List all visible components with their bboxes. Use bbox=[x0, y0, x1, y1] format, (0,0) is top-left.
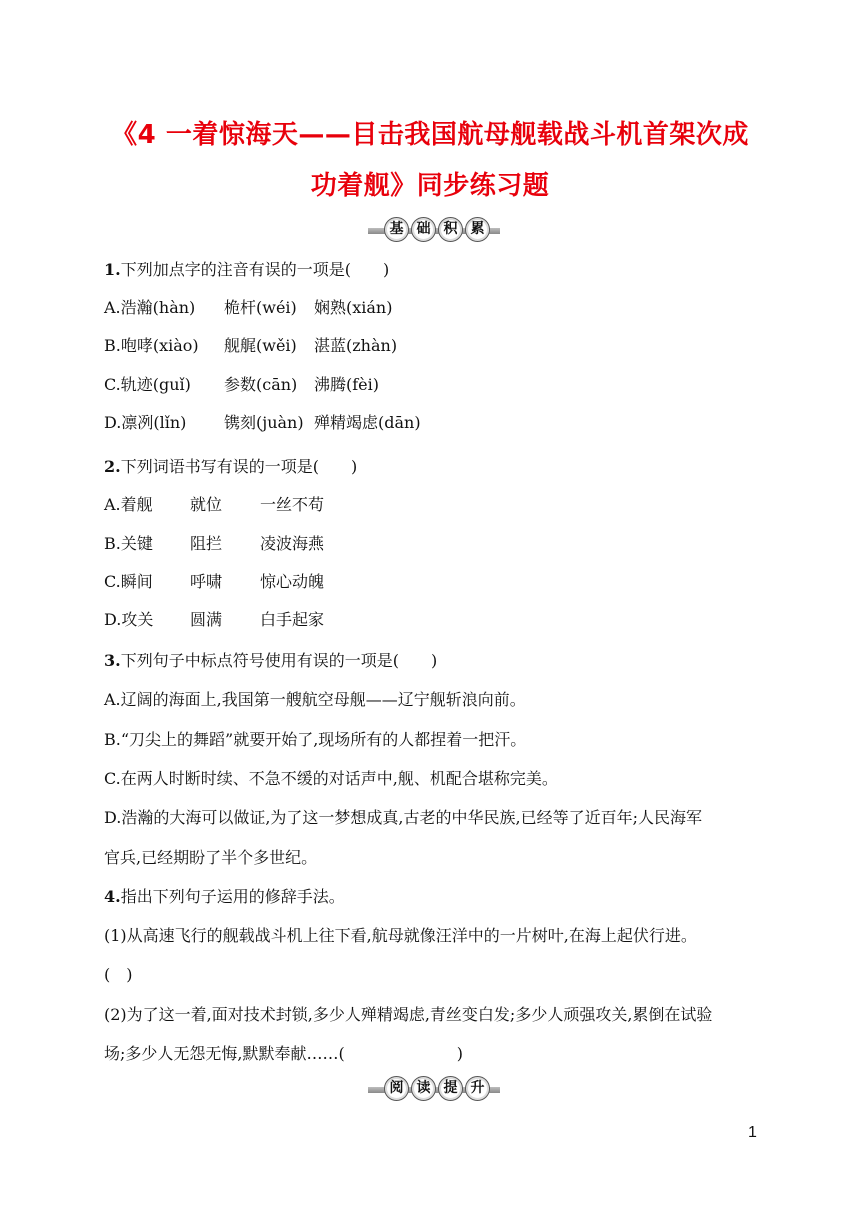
section-banner-reading bbox=[368, 1076, 500, 1100]
question-4 bbox=[104, 884, 345, 907]
option-item: 参数(cān) bbox=[224, 375, 298, 394]
option-item: D.凛冽(lǐn) bbox=[104, 413, 187, 432]
option-item: 白手起家 bbox=[260, 610, 325, 629]
banner-char: 升 bbox=[465, 1076, 490, 1101]
q2-option-d bbox=[104, 607, 324, 630]
page-number: 1 bbox=[748, 1124, 757, 1141]
question-number: 3. bbox=[104, 651, 121, 670]
question-text: 下列词语书写有误的一项是( ) bbox=[120, 457, 358, 476]
option-item: D.攻关 bbox=[104, 610, 154, 629]
q2-option-c bbox=[104, 569, 324, 592]
option-item: B.咆哮(xiào) bbox=[104, 336, 199, 355]
option-item: C.瞬间 bbox=[104, 572, 153, 591]
option-item: A.浩瀚(hàn) bbox=[104, 298, 196, 317]
option-item: 就位 bbox=[190, 495, 223, 514]
banner-char: 提 bbox=[438, 1076, 463, 1101]
banner-char: 积 bbox=[438, 217, 463, 242]
question-text: 下列句子中标点符号使用有误的一项是( ) bbox=[120, 651, 438, 670]
option-item: 惊心动魄 bbox=[260, 572, 325, 591]
q1-option-c bbox=[104, 372, 379, 395]
option-item: B.关键 bbox=[104, 534, 153, 553]
option-item: 镌刻(juàn) bbox=[224, 413, 304, 432]
option-item: 湛蓝(zhàn) bbox=[314, 336, 398, 355]
title-line-2: 功着舰》同步练习题 bbox=[310, 171, 550, 201]
option-item: 舰艉(wěi) bbox=[224, 336, 297, 355]
q4-item-2: (2)为了这一着,面对技术封锁,多少人殚精竭虑,青丝变白发;多少人顽强攻关,累倒在试验 bbox=[104, 1005, 713, 1024]
option-item: 凌波海燕 bbox=[260, 534, 325, 553]
q1-option-a bbox=[104, 295, 392, 318]
banner-char: 读 bbox=[411, 1076, 436, 1101]
option-item: C.轨迹(guǐ) bbox=[104, 375, 191, 394]
title-line-1: 《4 一着惊海天——目击我国航母舰载战斗机首架次成 bbox=[111, 120, 749, 150]
question-number: 2. bbox=[104, 457, 121, 476]
question-1 bbox=[104, 257, 389, 280]
question-number: 4. bbox=[104, 887, 121, 906]
option-item: 娴熟(xián) bbox=[314, 298, 393, 317]
option-item: 一丝不苟 bbox=[260, 495, 325, 514]
q3-option-c: C.在两人时断时续、不急不缓的对话声中,舰、机配合堪称完美。 bbox=[104, 769, 558, 788]
q1-option-b bbox=[104, 333, 397, 356]
banner-char: 累 bbox=[465, 217, 490, 242]
banner-char: 基 bbox=[384, 217, 409, 242]
q4-item-1: (1)从高速飞行的舰载战斗机上往下看,航母就像汪洋中的一片树叶,在海上起伏行进。 bbox=[104, 926, 697, 945]
q4-item-1-blank: ( ) bbox=[104, 965, 133, 984]
q4-item-2-continued: 场;多少人无怨无悔,默默奉献……( ) bbox=[104, 1044, 463, 1063]
section-banner-basics bbox=[368, 217, 500, 241]
option-item: 阻拦 bbox=[190, 534, 223, 553]
q2-option-a bbox=[104, 492, 324, 515]
option-item: A.着舰 bbox=[104, 495, 153, 514]
option-item: 沸腾(fèi) bbox=[314, 375, 379, 394]
question-text: 下列加点字的注音有误的一项是( ) bbox=[120, 260, 390, 279]
banner-char: 阅 bbox=[384, 1076, 409, 1101]
option-item: 圆满 bbox=[190, 610, 223, 629]
q3-option-d: D.浩瀚的大海可以做证,为了这一梦想成真,古老的中华民族,已经等了近百年;人民海军 bbox=[104, 808, 702, 827]
q3-option-d-continued: 官兵,已经期盼了半个多世纪。 bbox=[104, 848, 318, 867]
question-number: 1. bbox=[104, 260, 121, 279]
q3-option-a: A.辽阔的海面上,我国第一艘航空母舰——辽宁舰斩浪向前。 bbox=[104, 690, 526, 709]
q2-option-b bbox=[104, 531, 324, 554]
banner-char: 础 bbox=[411, 217, 436, 242]
option-item: 呼啸 bbox=[190, 572, 223, 591]
question-2 bbox=[104, 454, 357, 477]
option-item: 桅杆(wéi) bbox=[224, 298, 297, 317]
q3-option-b: B.“刀尖上的舞蹈”就要开始了,现场所有的人都捏着一把汗。 bbox=[104, 730, 527, 749]
question-3 bbox=[104, 648, 437, 671]
option-item: 殚精竭虑(dān) bbox=[314, 413, 421, 432]
question-text: 指出下列句子运用的修辞手法。 bbox=[120, 887, 345, 906]
q1-option-d bbox=[104, 410, 421, 433]
